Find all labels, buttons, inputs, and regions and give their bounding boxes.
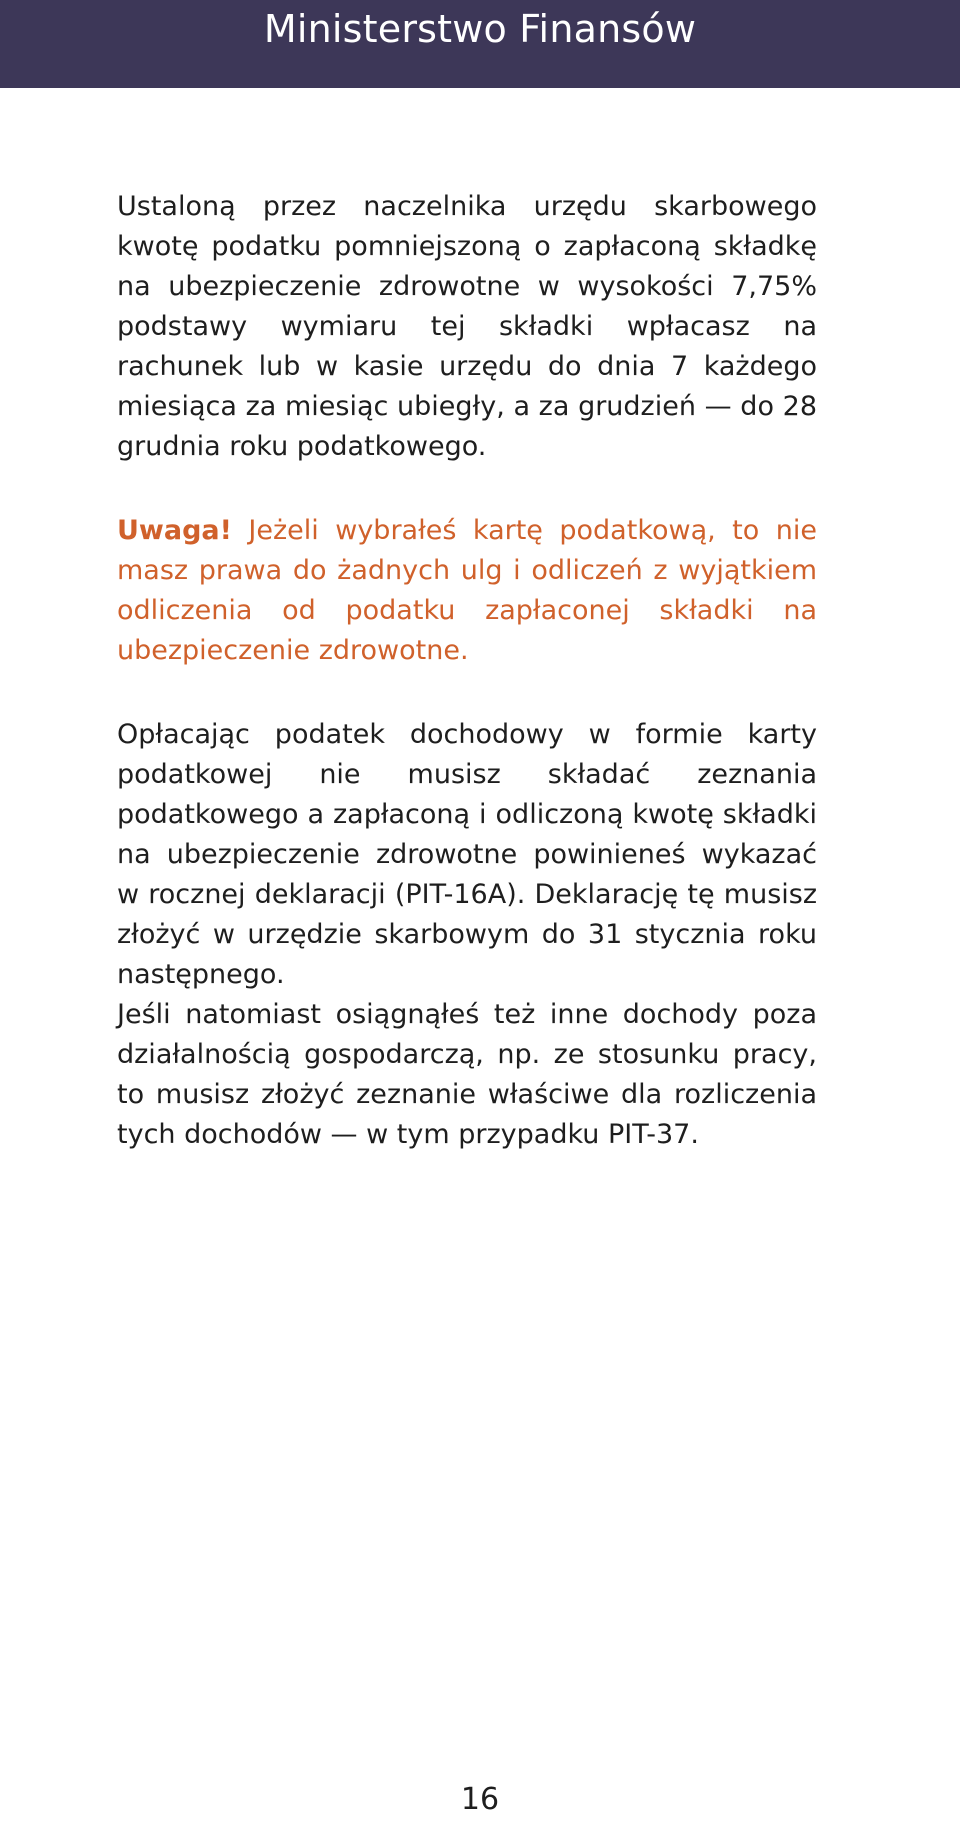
page-header-title: Ministerstwo Finansów xyxy=(263,7,697,51)
paragraph-tax-declaration: Opłacając podatek dochodowy w formie karty podatkowej nie musisz składać zeznania podatkowego a zapłaconą i odliczoną kwotę składki na ubezpieczenie zdrowotne powinieneś wykazać w rocznej deklaracji (PIT-16A). Deklarację tę musisz złożyć w urzędzie skarbowym do 31 stycznia roku następnego. xyxy=(117,719,817,990)
paragraph-other-income: Jeśli natomiast osiągnąłeś też inne dochody poza działalnością gospodarczą, np. ze stosunku pracy, to musisz złożyć zeznanie właściwe dla rozliczenia tych dochodów — w tym przypadku PIT-37. xyxy=(117,999,817,1150)
paragraph-payment-terms: Ustaloną przez naczelnika urzędu skarbowego kwotę podatku pomniejszoną o zapłaconą składkę na ubezpieczenie zdrowotne w wysokości 7,75% podstawy wymiaru tej składki wpłacasz na rachunek lub w kasie urzędu do dnia 7 każdego miesiąca za miesiąc ubiegły, a za grudzień — do 28 grudnia roku podatkowego. xyxy=(117,191,817,462)
document-body xyxy=(117,187,817,1155)
warning-label: Uwaga! xyxy=(117,515,232,546)
header-bar xyxy=(0,0,960,88)
page-number: 16 xyxy=(460,1782,500,1817)
warning-paragraph xyxy=(117,511,817,671)
warning-text: Jeżeli wybrałeś kartę podatkową, to nie masz prawa do żadnych ulg i odliczeń z wyjątkiem odliczenia od podatku zapłaconej składki na ubezpieczenie zdrowotne. xyxy=(117,515,817,666)
